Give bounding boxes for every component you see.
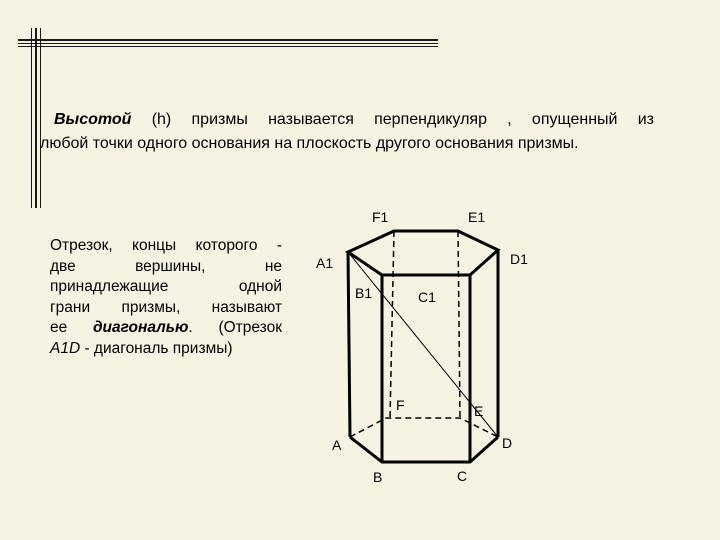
diagonal-term: диагональю (92, 319, 189, 336)
definition-line-2: любой точки одного основания на плоскость другого основания призмы. (40, 135, 579, 152)
label-E: E (474, 403, 484, 419)
label-D1: D1 (510, 251, 528, 267)
diagonal-example-term: A1D (50, 339, 81, 357)
top-base (348, 231, 498, 275)
definition-term: Высотой (54, 111, 132, 128)
diagonal-line-5-post: . (Отрезок (188, 319, 282, 336)
edge-F-F1 (390, 231, 394, 418)
label-B1: B1 (355, 285, 373, 301)
bottom-base-visible (350, 437, 498, 462)
label-F1: F1 (372, 209, 389, 225)
label-C: C (457, 468, 468, 484)
diagonal-line-2: две вершины, не (50, 257, 282, 275)
diagonal-line-1: Отрезок, концы которого - (50, 237, 282, 254)
label-A: A (332, 437, 342, 453)
diagonal-line-6-post: - диагональ призмы) (80, 339, 233, 357)
diagonal-line-3: принадлежащие одной (50, 278, 282, 295)
label-F: F (396, 397, 405, 413)
edge-A-A1 (348, 252, 350, 437)
label-C1: C1 (418, 289, 436, 305)
label-D: D (502, 435, 513, 451)
label-B: B (373, 469, 383, 485)
definition-line-1-rest: (h) призмы называется перпендикуляр , опущенный из (131, 111, 654, 128)
label-A1: A1 (316, 255, 334, 271)
label-E1: E1 (468, 209, 486, 225)
bottom-base-hidden (350, 418, 498, 437)
diagonal-line-5-pre: ее (50, 319, 93, 336)
diagonal-line-4: грани призмы, называют (50, 298, 282, 316)
